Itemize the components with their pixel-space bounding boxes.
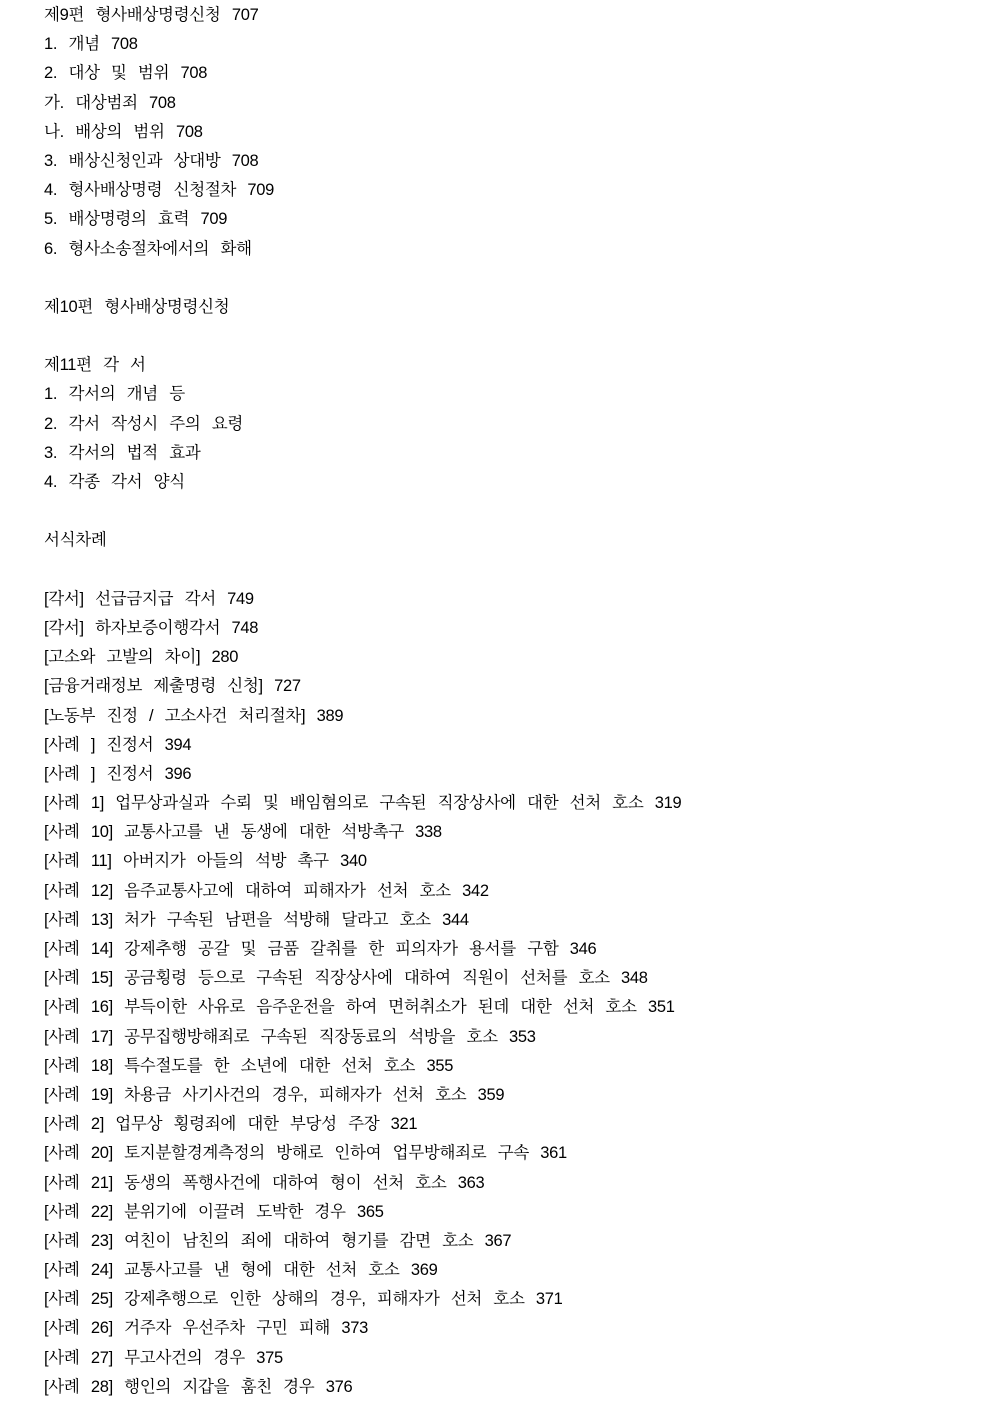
toc-blank-line bbox=[44, 264, 982, 293]
toc-line: [사례 ] 진정서 394 bbox=[44, 735, 192, 754]
toc-line: [사례 25] 강제추행으로 인한 상해의 경우, 피해자가 선처 호소 371 bbox=[44, 1290, 563, 1309]
toc-blank-line bbox=[44, 322, 982, 351]
toc-line: [사례 28] 행인의 지갑을 훔친 경우 376 bbox=[44, 1377, 353, 1396]
toc-line: 나. 배상의 범위 708 bbox=[44, 122, 203, 141]
toc-line: [사례 22] 분위기에 이끌려 도박한 경우 365 bbox=[44, 1202, 384, 1221]
toc-line: [사례 13] 처가 구속된 남편을 석방해 달라고 호소 344 bbox=[44, 910, 469, 929]
toc-line: [사례 15] 공금횡령 등으로 구속된 직장상사에 대하여 직원이 선처를 호소 348 bbox=[44, 969, 648, 988]
toc-line: [사례 17] 공무집행방해죄로 구속된 직장동료의 석방을 호소 353 bbox=[44, 1027, 536, 1046]
toc-line: 2. 대상 및 범위 708 bbox=[44, 64, 208, 83]
toc-line: 제10편 형사배상명령신청 bbox=[44, 297, 230, 316]
toc-line: 4. 각종 각서 양식 bbox=[44, 473, 185, 491]
toc-line: 제11편 각 서 bbox=[44, 356, 146, 375]
toc-line: 가. 대상범죄 708 bbox=[44, 93, 176, 112]
toc-line: 4. 형사배상명령 신청절차 709 bbox=[44, 181, 275, 200]
toc-line: [사례 26] 거주자 우선주차 구민 피해 373 bbox=[44, 1319, 368, 1338]
toc-line: 1. 각서의 개념 등 bbox=[44, 385, 185, 404]
toc-line: [사례 ] 진정서 396 bbox=[44, 764, 192, 783]
toc-line: [사례 1] 업무상과실과 수뢰 및 배임혐의로 구속된 직장상사에 대한 선처 호소 319 bbox=[44, 794, 682, 813]
toc-line: 5. 배상명령의 효력 709 bbox=[44, 210, 228, 229]
toc-list bbox=[44, 1, 982, 1402]
toc-line: [사례 10] 교통사고를 낸 동생에 대한 석방촉구 338 bbox=[44, 823, 442, 842]
toc-line: 제9편 형사배상명령신청 707 bbox=[44, 6, 259, 24]
toc-blank-line bbox=[44, 497, 982, 526]
toc-line: [사례 27] 무고사건의 경우 375 bbox=[44, 1348, 283, 1367]
toc-line: 6. 형사소송절차에서의 화해 bbox=[44, 239, 252, 258]
toc-line: [사례 2] 업무상 횡령죄에 대한 부당성 주장 321 bbox=[44, 1115, 418, 1134]
toc-blank-line bbox=[44, 556, 982, 585]
toc-line: [각서] 하자보증이행각서 748 bbox=[44, 618, 259, 637]
toc-line: [사례 14] 강제추행 공갈 및 금품 갈취를 한 피의자가 용서를 구함 346 bbox=[44, 940, 597, 958]
toc-line: [사례 23] 여친이 남친의 죄에 대하여 형기를 감면 호소 367 bbox=[44, 1231, 512, 1250]
toc-line: [사례 18] 특수절도를 한 소년에 대한 선처 호소 355 bbox=[44, 1056, 454, 1075]
toc-line: 서식차례 bbox=[44, 531, 107, 550]
toc-line: [각서] 선급금지급 각서 749 bbox=[44, 589, 254, 608]
toc-line: 3. 각서의 법적 효과 bbox=[44, 443, 201, 462]
toc-line: [사례 12] 음주교통사고에 대하여 피해자가 선처 호소 342 bbox=[44, 881, 489, 900]
toc-line: 3. 배상신청인과 상대방 708 bbox=[44, 151, 259, 170]
toc-line: 2. 각서 작성시 주의 요령 bbox=[44, 414, 244, 433]
toc-line: [금융거래정보 제출명령 신청] 727 bbox=[44, 677, 301, 696]
toc-line: [사례 24] 교통사고를 낸 형에 대한 선처 호소 369 bbox=[44, 1261, 438, 1280]
toc-line: [사례 21] 동생의 폭행사건에 대하여 형이 선처 호소 363 bbox=[44, 1173, 485, 1192]
toc-line: [사례 20] 토지분할경계측정의 방해로 인하여 업무방해죄로 구속 361 bbox=[44, 1144, 567, 1163]
toc-line: [노동부 진정 / 고소사건 처리절차] 389 bbox=[44, 706, 344, 725]
toc-line: [사례 11] 아버지가 아들의 석방 촉구 340 bbox=[44, 852, 367, 871]
toc-line: 1. 개념 708 bbox=[44, 35, 138, 54]
toc-line: [사례 19] 차용금 사기사건의 경우, 피해자가 선처 호소 359 bbox=[44, 1085, 505, 1104]
toc-line: [사례 16] 부득이한 사유로 음주운전을 하여 면허취소가 된데 대한 선처 호소 351 bbox=[44, 998, 675, 1017]
toc-line: [고소와 고발의 차이] 280 bbox=[44, 648, 239, 667]
